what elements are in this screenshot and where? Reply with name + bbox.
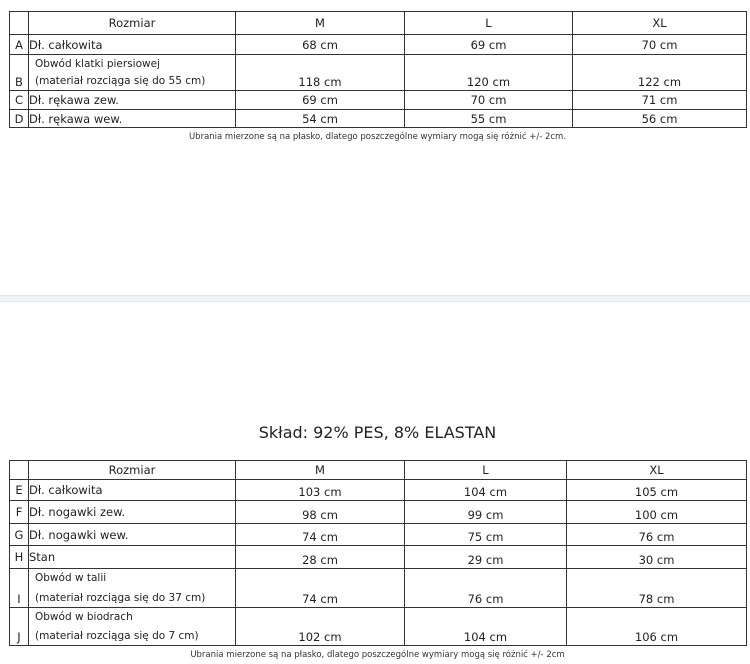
value-xl: 100 cm — [567, 501, 747, 524]
value-l: 120 cm — [405, 55, 573, 91]
value-l: 76 cm — [405, 569, 567, 608]
value-xl: 56 cm — [573, 110, 747, 128]
row-code: A — [10, 35, 29, 55]
row-code: H — [10, 546, 29, 569]
value-l: 69 cm — [405, 35, 573, 55]
row-code: G — [10, 524, 29, 546]
row-name: Dł. całkowita — [29, 35, 236, 55]
value-l: 99 cm — [405, 501, 567, 524]
value-m: 28 cm — [236, 546, 405, 569]
header-code — [10, 461, 29, 480]
row-code: D — [10, 110, 29, 128]
value-xl: 78 cm — [567, 569, 747, 608]
row-name-line1: Obwód w talii — [35, 572, 107, 584]
value-m: 74 cm — [236, 524, 405, 546]
value-xl: 76 cm — [567, 524, 747, 546]
row-name-line1: Obwód klatki piersiowej — [35, 58, 160, 70]
row-code: C — [10, 91, 29, 110]
value-m: 103 cm — [236, 480, 405, 501]
row-name: Dł. nogawki zew. — [29, 501, 236, 524]
row-name — [29, 608, 236, 646]
table-header-row — [10, 461, 747, 480]
header-xl: XL — [567, 461, 747, 480]
row-code: E — [10, 480, 29, 501]
section-divider — [0, 295, 750, 302]
table-row — [10, 55, 747, 91]
value-m: 74 cm — [236, 569, 405, 608]
row-code: I — [10, 569, 29, 608]
table-row — [10, 501, 747, 524]
header-m: M — [236, 461, 405, 480]
value-xl: 70 cm — [573, 35, 747, 55]
row-name — [29, 569, 236, 608]
header-size: Rozmiar — [29, 12, 236, 35]
value-xl: 122 cm — [573, 55, 747, 91]
row-name: Dł. rękawa wew. — [29, 110, 236, 128]
row-name — [29, 55, 236, 91]
value-l: 104 cm — [405, 608, 567, 646]
row-name: Dł. całkowita — [29, 480, 236, 501]
row-name-line2: (materiał rozciąga się do 55 cm) — [35, 75, 206, 87]
table-row — [10, 569, 747, 608]
value-xl: 71 cm — [573, 91, 747, 110]
value-l: 75 cm — [405, 524, 567, 546]
bottom-size-table — [9, 460, 747, 646]
composition-heading: Skład: 92% PES, 8% ELASTAN — [258, 423, 497, 442]
table-row — [10, 480, 747, 501]
row-name-line1: Obwód w biodrach — [35, 611, 133, 623]
value-m: 68 cm — [236, 35, 405, 55]
header-code — [10, 12, 29, 35]
header-size: Rozmiar — [29, 461, 236, 480]
header-l: L — [405, 461, 567, 480]
value-l: 104 cm — [405, 480, 567, 501]
row-code: J — [10, 608, 29, 646]
header-m: M — [236, 12, 405, 35]
value-m: 98 cm — [236, 501, 405, 524]
value-l: 29 cm — [405, 546, 567, 569]
top-size-table — [9, 11, 747, 128]
value-l: 70 cm — [405, 91, 573, 110]
value-xl: 106 cm — [567, 608, 747, 646]
table-row — [10, 546, 747, 569]
header-xl: XL — [573, 12, 747, 35]
header-l: L — [405, 12, 573, 35]
table-row — [10, 91, 747, 110]
value-m: 118 cm — [236, 55, 405, 91]
value-m: 102 cm — [236, 608, 405, 646]
row-code: F — [10, 501, 29, 524]
row-name: Dł. nogawki wew. — [29, 524, 236, 546]
table-header-row — [10, 12, 747, 35]
row-code: B — [10, 55, 29, 91]
value-m: 69 cm — [236, 91, 405, 110]
row-name-line2: (materiał rozciąga się do 7 cm) — [35, 630, 199, 642]
value-xl: 30 cm — [567, 546, 747, 569]
table-row — [10, 110, 747, 128]
value-xl: 105 cm — [567, 480, 747, 501]
measurement-note: Ubrania mierzone są na płasko, dlatego poszczególne wymiary mogą się różnić +/- 2cm. — [188, 132, 567, 142]
value-m: 54 cm — [236, 110, 405, 128]
table-row — [10, 524, 747, 546]
row-name: Dł. rękawa zew. — [29, 91, 236, 110]
row-name-line2: (materiał rozciąga się do 37 cm) — [35, 592, 206, 604]
measurement-note-bottom: Ubrania mierzone są na płasko, dlatego poszczególne wymiary mogą się różnić +/- 2cm — [190, 650, 565, 660]
table-row — [10, 608, 747, 646]
row-name: Stan — [29, 546, 236, 569]
table-row — [10, 35, 747, 55]
value-l: 55 cm — [405, 110, 573, 128]
